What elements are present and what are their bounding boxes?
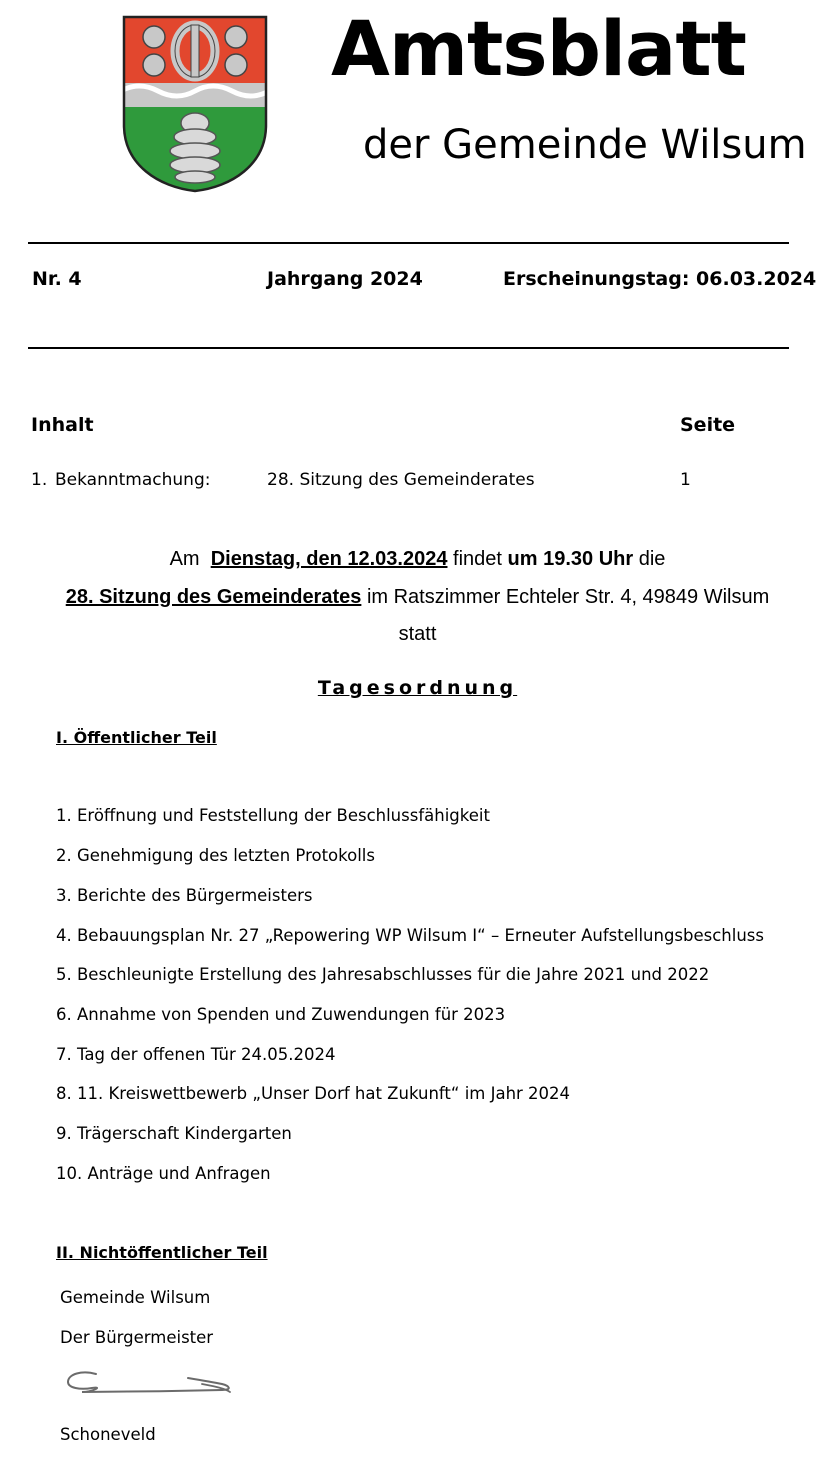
bottom-divider (28, 347, 789, 349)
agenda-item: 10. Anträge und Anfragen (56, 1164, 271, 1183)
toc-heading: Inhalt (31, 414, 94, 436)
agenda-item: 7. Tag der offenen Tür 24.05.2024 (56, 1045, 336, 1064)
toc-row-num: 1. (31, 470, 48, 490)
agenda-item: 9. Trägerschaft Kindergarten (56, 1124, 292, 1143)
toc-row-page: 1 (680, 470, 691, 490)
handwritten-signature-icon (62, 1366, 237, 1402)
agenda-item: 3. Berichte des Bürgermeisters (56, 886, 313, 905)
signature-name: Schoneveld (60, 1425, 156, 1444)
issue-date: Erscheinungstag: 06.03.2024 (503, 268, 817, 290)
public-section-heading: I. Öffentlicher Teil (56, 728, 217, 747)
toc-row-label: Bekanntmachung: (55, 470, 211, 490)
toc-row-topic: 28. Sitzung des Gemeinderates (267, 470, 535, 490)
announcement-line-3: statt (398, 623, 437, 645)
announcement-line-2 (0, 586, 835, 609)
agenda-item: 8. 11. Kreiswettbewerb „Unser Dorf hat Zukunft“ im Jahr 2024 (56, 1084, 571, 1103)
agenda-title: Tagesordnung (317, 677, 518, 699)
announcement-suffix: die (638, 548, 666, 570)
page-title: Amtsblatt (331, 4, 746, 93)
announcement-date: Dienstag, den 12.03.2024 (210, 548, 448, 570)
signature-role: Der Bürgermeister (60, 1328, 214, 1347)
agenda-item: 4. Bebauungsplan Nr. 27 „Repowering WP Wilsum I“ – Erneuter Aufstellungsbeschluss (56, 926, 764, 945)
agenda-item: 6. Annahme von Spenden und Zuwendungen für 2023 (56, 1005, 506, 1024)
issue-number: Nr. 4 (32, 268, 82, 290)
page-subtitle: der Gemeinde Wilsum (363, 122, 807, 168)
announcement-time: um 19.30 Uhr (507, 548, 634, 570)
top-divider (28, 242, 789, 244)
issue-year: Jahrgang 2024 (267, 268, 423, 290)
agenda-item: 5. Beschleunigte Erstellung des Jahresabschlusses für die Jahre 2021 und 2022 (56, 965, 710, 984)
toc-page-heading: Seite (680, 414, 736, 436)
announcement-prefix: Am (169, 548, 200, 570)
private-section-heading: II. Nichtöffentlicher Teil (56, 1243, 268, 1262)
announcement-mid: findet (453, 548, 502, 570)
agenda-item: 2. Genehmigung des letzten Protokolls (56, 846, 375, 865)
agenda-title-wrap (0, 677, 835, 700)
coat-of-arms-icon (121, 15, 269, 193)
agenda-item: 1. Eröffnung und Feststellung der Beschlussfähigkeit (56, 806, 490, 825)
announcement-place: im Ratszimmer Echteler Str. 4, 49849 Wilsum (366, 586, 770, 608)
announcement-line-1 (0, 548, 835, 571)
signature-org: Gemeinde Wilsum (60, 1288, 211, 1307)
announcement-session: 28. Sitzung des Gemeinderates (65, 586, 362, 608)
